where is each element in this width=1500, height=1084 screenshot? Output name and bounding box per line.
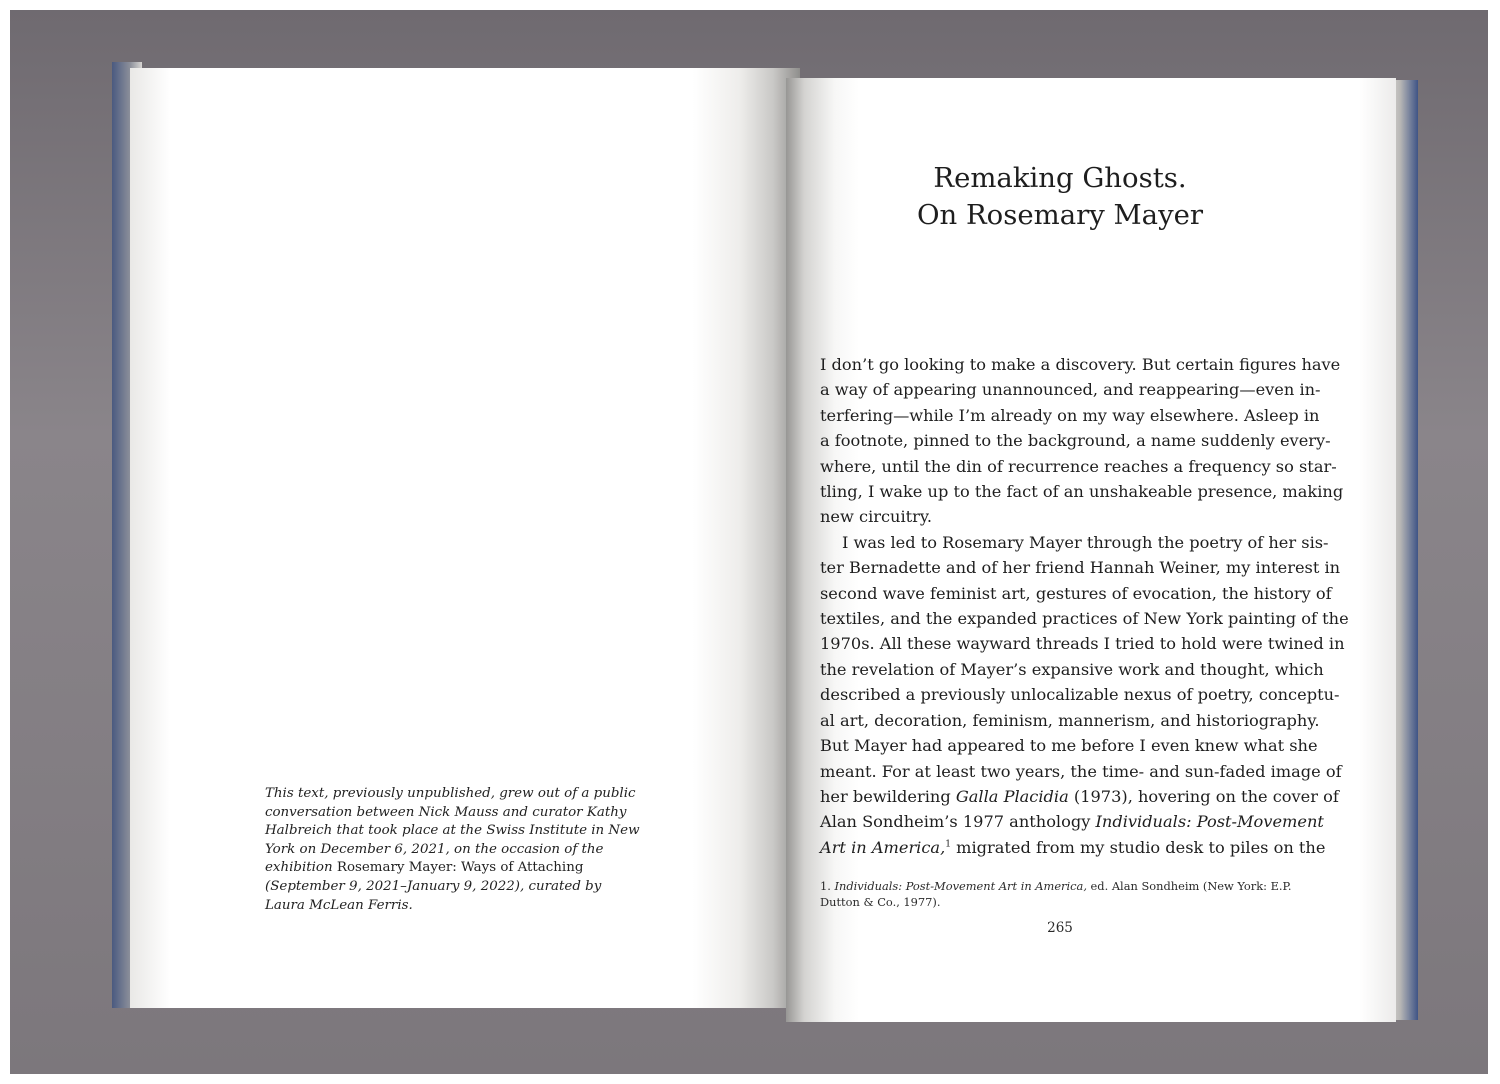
footnote-number: 1. <box>820 879 831 893</box>
publication-note-text-end: (September 9, 2021–January 9, 2022), curated by Laura McLean Ferris. <box>265 878 602 913</box>
footnote-book-title: Individuals: Post-Movement Art in America, <box>834 879 1087 893</box>
publication-note-text: This text, previously unpublished, grew out of a public conversation between Nick Mauss and curator Kathy Halbreich that took place at the Swiss Institute in New York on December 6, 2021, on the occasion of the exhibition <box>265 786 640 876</box>
text-line: second wave feminist art, gestures of evocation, the history of <box>820 583 1332 603</box>
text-line: where, until the din of recurrence reaches a frequency so star- <box>820 456 1337 476</box>
chapter-title <box>880 160 1240 234</box>
publication-note <box>265 785 645 915</box>
text-line <box>820 784 1339 809</box>
text-line: described a previously unlocalizable nexus of poetry, conceptu- <box>820 685 1340 705</box>
book-title: Art in America, <box>820 837 946 857</box>
chapter-title-line1: Remaking Ghosts. <box>933 162 1187 194</box>
text-line: al art, decoration, feminism, mannerism, and historiography. <box>820 710 1320 730</box>
text-line: new circuitry. <box>820 507 933 527</box>
text-line: a way of appearing unannounced, and reappearing—even in- <box>820 380 1321 400</box>
exhibition-title: Rosemary Mayer: Ways of Attaching <box>336 860 584 876</box>
text-line: tling, I wake up to the fact of an unshakeable presence, making <box>820 482 1344 502</box>
artwork-title: Galla Placidia <box>955 786 1069 806</box>
text-line: the revelation of Mayer’s expansive work and thought, which <box>820 659 1324 679</box>
body-text <box>820 352 1349 860</box>
text-line: I don’t go looking to make a discovery. But certain figures have <box>820 355 1341 374</box>
text-line <box>820 835 1326 860</box>
text-line: I was led to Rosemary Mayer through the poetry of her sis- <box>842 532 1329 552</box>
text-line <box>820 809 1324 834</box>
text-line: terfering—while I’m already on my way elsewhere. Asleep in <box>820 405 1320 425</box>
footnote-marker: 1 <box>945 839 951 850</box>
text-line: 1970s. All these wayward threads I tried to hold were twined in <box>820 634 1345 654</box>
text-line: ter Bernadette and of her friend Hannah Weiner, my interest in <box>820 558 1341 578</box>
footnote <box>820 878 1310 910</box>
text-fragment: Alan Sondheim’s 1977 anthology <box>820 812 1096 832</box>
text-fragment: (1973), hovering on the cover of <box>1068 786 1339 806</box>
text-fragment: her bewildering <box>820 786 956 806</box>
text-fragment: migrated from my studio desk to piles on the <box>950 837 1326 857</box>
page-number: 265 <box>1047 920 1073 936</box>
footnote-text: ed. Alan Sondheim (New York: E.P. Dutton & Co., 1977). <box>820 879 1292 909</box>
chapter-title-line2: On Rosemary Mayer <box>916 199 1204 231</box>
text-line: a footnote, pinned to the background, a name suddenly every- <box>820 431 1331 451</box>
text-line: meant. For at least two years, the time- and sun-faded image of <box>820 761 1342 781</box>
text-line: But Mayer had appeared to me before I even knew what she <box>820 736 1318 756</box>
text-line: textiles, and the expanded practices of New York painting of the <box>820 609 1349 629</box>
book-title: Individuals: Post-Movement <box>1095 812 1324 832</box>
